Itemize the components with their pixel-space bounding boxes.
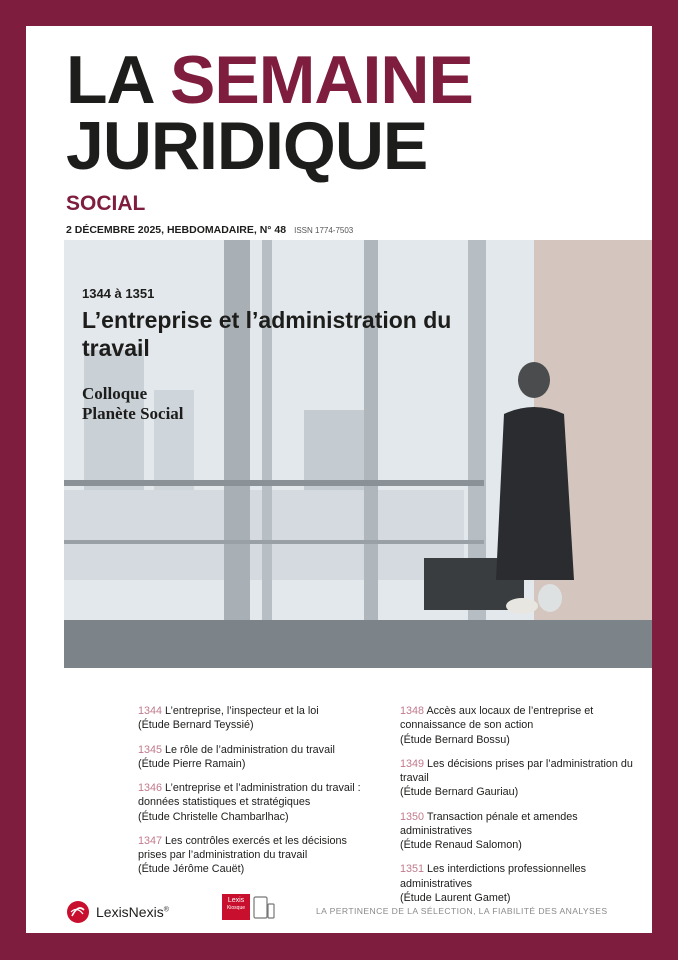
entry-number: 1344 [138, 705, 163, 717]
entry-number: 1351 [400, 863, 425, 876]
contents-right [400, 704, 640, 915]
kiosque-badge: Lexis Kiosque [222, 894, 250, 920]
contents-entry [400, 810, 640, 853]
entry-number: 1350 [400, 810, 425, 823]
feature-range: 1344 à 1351 [82, 286, 155, 301]
publisher-name: LexisNexis® [96, 904, 169, 920]
dateline [66, 224, 353, 236]
entry-number: 1348 [400, 705, 425, 717]
masthead-line-1 [66, 42, 473, 118]
issue-date: 2 DÉCEMBRE 2025, HEBDOMADAIRE, N° 48 [66, 224, 287, 236]
footer [26, 891, 652, 924]
feature-subtitle-line-1: Colloque [82, 384, 148, 403]
feature-subtitle-line-2: Planète Social [82, 404, 184, 424]
entry-number: 1345 [138, 743, 163, 756]
entry-title: Les contrôles exercés et les décisions prises par l’administration du travail [138, 834, 347, 861]
entry-number: 1347 [138, 834, 163, 847]
entry-author: (Étude Christelle Chambarlhac) [138, 810, 289, 823]
entry-author: (Étude Bernard Gauriau) [400, 786, 519, 799]
contents-entry [138, 834, 378, 877]
cover-photo [64, 240, 652, 668]
contents-entry [138, 704, 378, 733]
masthead-line-2: JURIDIQUE [66, 108, 428, 184]
edition-label: SOCIAL [66, 192, 146, 215]
entry-title: Les décisions prises par l’administration du travail [400, 757, 633, 784]
entry-author: (Étude Pierre Ramain) [138, 757, 246, 770]
lexis-kiosque-logo [222, 894, 275, 920]
entry-author: (Étude Renaud Salomon) [400, 839, 522, 851]
feature-title: L’entreprise et l’administration du travail [82, 307, 452, 361]
entry-title: Le rôle de l’administration du travail [165, 743, 335, 756]
entry-title: L’entreprise et l’administration du travail : données statistiques et stratégiques [138, 782, 361, 809]
cover-page [26, 26, 652, 933]
publisher-logo [66, 900, 169, 924]
entry-title: Les interdictions professionnelles administratives [400, 863, 587, 890]
contents-entry [138, 781, 378, 824]
contents-entry [138, 743, 378, 772]
masthead-semaine: SEMAINE [170, 42, 473, 118]
tagline: LA PERTINENCE DE LA SÉLECTION, LA FIABILITÉ DES ANALYSES [316, 906, 608, 916]
contents-entry [400, 757, 640, 800]
entry-number: 1346 [138, 782, 163, 794]
lexisnexis-emblem-icon [66, 900, 90, 924]
entry-title: Transaction pénale et amendes administratives [400, 810, 578, 837]
entry-author: (Étude Jérôme Cauët) [138, 863, 245, 876]
entry-number: 1349 [400, 757, 425, 770]
contents-left [138, 704, 378, 887]
entry-author: (Étude Laurent Gamet) [400, 891, 511, 904]
entry-title: Accès aux locaux de l’entreprise et connaissance de son action [400, 705, 594, 732]
entry-author: (Étude Bernard Bossu) [400, 733, 510, 746]
tablet-phone-icon [253, 896, 275, 920]
office-window-illustration [64, 240, 652, 668]
issn: ISSN 1774-7503 [294, 226, 354, 235]
contents-entry [400, 704, 640, 747]
entry-title: L’entreprise, l’inspecteur et la loi [165, 705, 319, 717]
entry-author: (Étude Bernard Teyssié) [138, 719, 254, 732]
masthead-la: LA [66, 42, 171, 118]
feature-subtitle [82, 384, 184, 425]
